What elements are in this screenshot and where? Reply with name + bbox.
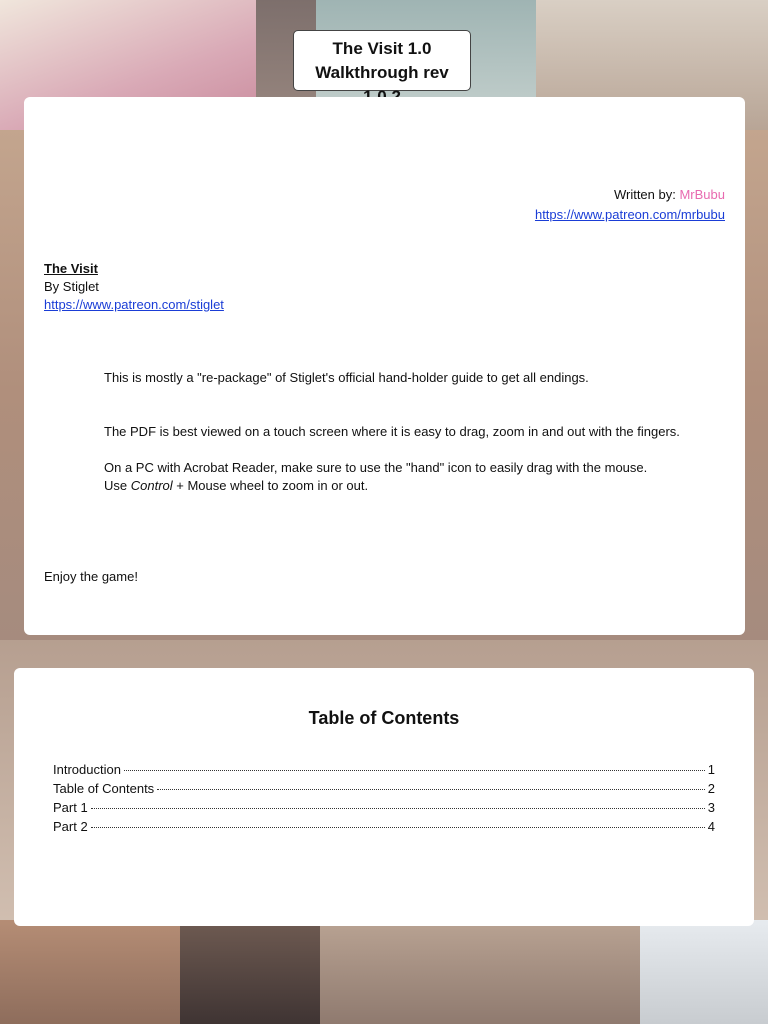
intro-line-1: This is mostly a "re-package" of Stiglet's official hand-holder guide to get all endings. (104, 370, 589, 385)
toc-entry-page: 1 (707, 762, 715, 777)
intro-paragraph-3 (104, 459, 647, 495)
toc-list (53, 760, 715, 836)
intro-line-4-key: Control (130, 478, 173, 493)
bg-photo-bottom-center (320, 920, 640, 1024)
toc-entry-label: Table of Contents (53, 781, 155, 796)
title-line-1: The Visit 1.0 (332, 39, 432, 58)
game-author: By Stiglet (44, 279, 99, 294)
toc-leader-dots (124, 770, 705, 771)
toc-entry-page: 2 (707, 781, 715, 796)
intro-line-4 (104, 477, 647, 495)
enjoy-text: Enjoy the game! (44, 569, 138, 584)
author-patreon-link[interactable]: https://www.patreon.com/mrbubu (534, 207, 725, 222)
game-info (44, 260, 224, 314)
page-1 (24, 97, 745, 635)
toc-entry-page: 3 (707, 800, 715, 815)
toc-entry[interactable] (53, 798, 715, 817)
game-patreon-link[interactable]: https://www.patreon.com/stiglet (44, 297, 224, 312)
title-line-2: Walkthrough rev (315, 63, 449, 82)
toc-leader-dots (91, 808, 705, 809)
game-title: The Visit (44, 261, 98, 276)
intro-line-2: The PDF is best viewed on a touch screen where it is easy to drag, zoom in and out with the fingers. (104, 424, 680, 439)
toc-entry-label: Part 1 (53, 800, 88, 815)
written-by (535, 185, 725, 205)
intro-line-4-pre: Use (104, 478, 131, 493)
toc-entry[interactable] (53, 760, 715, 779)
toc-entry-page: 4 (707, 819, 715, 834)
toc-entry-label: Introduction (53, 762, 121, 777)
bg-photo-bottom-left (0, 920, 180, 1024)
author-name: MrBubu (679, 187, 725, 202)
toc-entry[interactable] (53, 817, 715, 836)
toc-entry-label: Part 2 (53, 819, 88, 834)
intro-line-3: On a PC with Acrobat Reader, make sure to use the "hand" icon to easily drag with the mouse. (104, 460, 648, 475)
written-by-label: Written by: (613, 187, 676, 202)
bg-photo-bottom-dark (180, 920, 320, 1024)
toc-title: Table of Contents (308, 708, 460, 728)
bg-photo-beach (640, 920, 768, 1024)
credits-block (535, 185, 725, 225)
toc-leader-dots (157, 789, 705, 790)
page-2 (14, 668, 754, 926)
intro-line-4-post: + Mouse wheel to zoom in or out. (172, 478, 369, 493)
toc-entry[interactable] (53, 779, 715, 798)
toc-leader-dots (91, 827, 705, 828)
document-title (293, 30, 471, 91)
